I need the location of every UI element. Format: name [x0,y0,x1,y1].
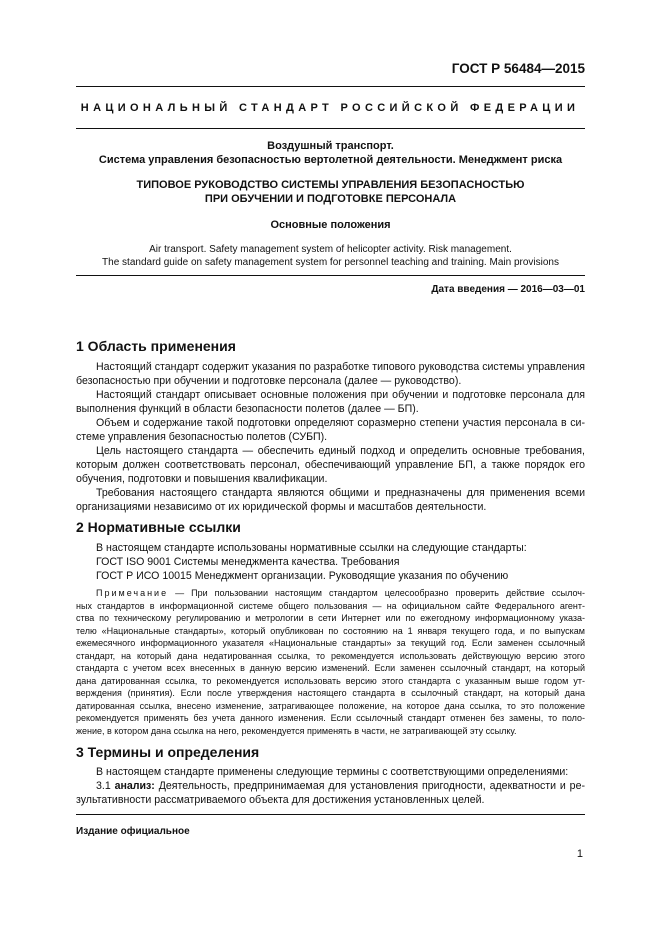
note-label: Примечание [96,588,169,598]
document-number: ГОСТ Р 56484—2015 [451,61,585,76]
footer-rule [76,814,585,815]
standard-banner: НАЦИОНАЛЬНЫЙ СТАНДАРТ РОССИЙСКОЙ ФЕДЕРАЦИИ [80,102,580,114]
edition-label: Издание официальное [76,826,190,837]
paragraph-line: выполнения функций в области безопасности полетов (далее — БП). [76,403,419,415]
note-line: ежемесячного информационного указателя «Национальные стандарты» за текущий год. Если заменен ссылочный [76,638,585,648]
note-line: стандарт, на который дана недатированная ссылка, то рекомендуется использовать действующую версию этого [76,650,585,661]
term-number: 3.1 [96,780,111,792]
note-line: жение, в котором дана ссылка на него, рекомендуется применять в части, не затрагивающей эту ссылку. [76,725,517,736]
introduction-date: Дата введения — 2016—03—01 [431,284,585,295]
main-title-line-1: ТИПОВОЕ РУКОВОДСТВО СИСТЕМЫ УПРАВЛЕНИЯ БЕЗОПАСНОСТЬЮ [136,179,525,191]
term-definition-line [76,779,585,793]
paragraph-line: Требования настоящего стандарта являются общими и предназначены для применения всеми [96,487,585,499]
paragraph-line: В настоящем стандарте применены следующие термины с соответствующими определениями: [96,766,569,778]
note-line [76,587,585,600]
note-line: рекомендуется применять без учета данного изменения. Если ссылочный стандарт отменен без замены, то поло- [76,713,585,723]
title-rule [76,275,585,276]
note-line: телю «Национальные стандарты», который опубликован по состоянию на 1 января текущего года, и по выпускам [76,625,585,636]
paragraph-line: стеме управления безопасностью полетов (СУБП). [76,431,328,443]
note-line: стандарта с учетом всех внесенных в данную версию изменений. Если заменен ссылочный стандарт, на который [76,663,585,673]
note-line: дана датированная ссылка, то рекомендуется использовать версию этого стандарта с указанным выше годом ут- [76,675,585,686]
paragraph-line: В настоящем стандарте использованы нормативные ссылки на следующие стандарты: [96,542,527,554]
note-line: ных стандартов в информационной системе общего пользования — на официальном сайте Федерального агент- [76,600,585,611]
page-number: 1 [576,848,583,860]
english-title-line-1: Air transport. Safety management system of helicopter activity. Risk management. [149,244,512,255]
paragraph-line: Настоящий стандарт содержит указания по разработке типового руководства системы управления [96,361,585,373]
note-line: датированная ссылка, внесено изменение, затрагивающее положение, на которое дана ссылка, то это положение [76,700,585,711]
paragraph-line: Объем и содержание такой подготовки определяют соразмерно степени участия персонала в си- [96,417,585,429]
header-rule [76,86,585,87]
section-3-heading: 3 Термины и определения [76,744,260,760]
main-title-line-2: ПРИ ОБУЧЕНИИ И ПОДГОТОВКЕ ПЕРСОНАЛА [204,193,457,205]
title-line-2: Система управления безопасностью вертолетной деятельности. Менеджмент риска [98,154,563,166]
note-line: верждения (принятия). Если после утверждения настоящего стандарта в ссылочный стандарт, на который дана [76,688,585,698]
title-line-1: Воздушный транспорт. [267,140,394,152]
paragraph-line: обучения, подготовки и повышения квалификации. [76,473,328,485]
banner-rule [76,128,585,129]
term-definition: Деятельность, предпринимаемая для установления пригодности, адекватности и ре- [158,780,585,792]
section-2-heading: 2 Нормативные ссылки [76,519,241,535]
paragraph-line: Настоящий стандарт описывает основные положения при обучении и подготовке персонала для [96,389,585,401]
paragraph-line: организациями независимо от их юридической формы и масштабов деятельности. [76,501,487,513]
paragraph-line: безопасностью при обучении и подготовке персонала (далее — руководство). [76,375,462,387]
paragraph-line: зультативности рассматриваемого объекта для достижения установленных целей. [76,794,485,806]
paragraph-line: Цель настоящего стандарта — обеспечить единый подход и определить основные требования, [96,445,585,457]
term-name: анализ: [114,780,155,792]
paragraph-line: которым должен соответствовать персонал, обеспечивающий управление БП, а также порядок его [76,459,585,471]
reference-item: ГОСТ ISO 9001 Системы менеджмента качества. Требования [96,556,400,568]
note-text: — При пользовании настоящим стандартом целесообразно проверить действие ссылоч- [175,588,585,598]
section-1-heading: 1 Область применения [76,338,236,354]
reference-item: ГОСТ Р ИСО 10015 Менеджмент организации. Руководящие указания по обучению [96,570,509,582]
subtitle: Основные положения [270,219,391,231]
english-title-line-2: The standard guide on safety management system for personnel teaching and training. Main provisions [102,257,559,268]
note-line: ства по техническому регулированию и метрологии в сети Интернет или по ежегодному информационному указа- [76,613,585,623]
